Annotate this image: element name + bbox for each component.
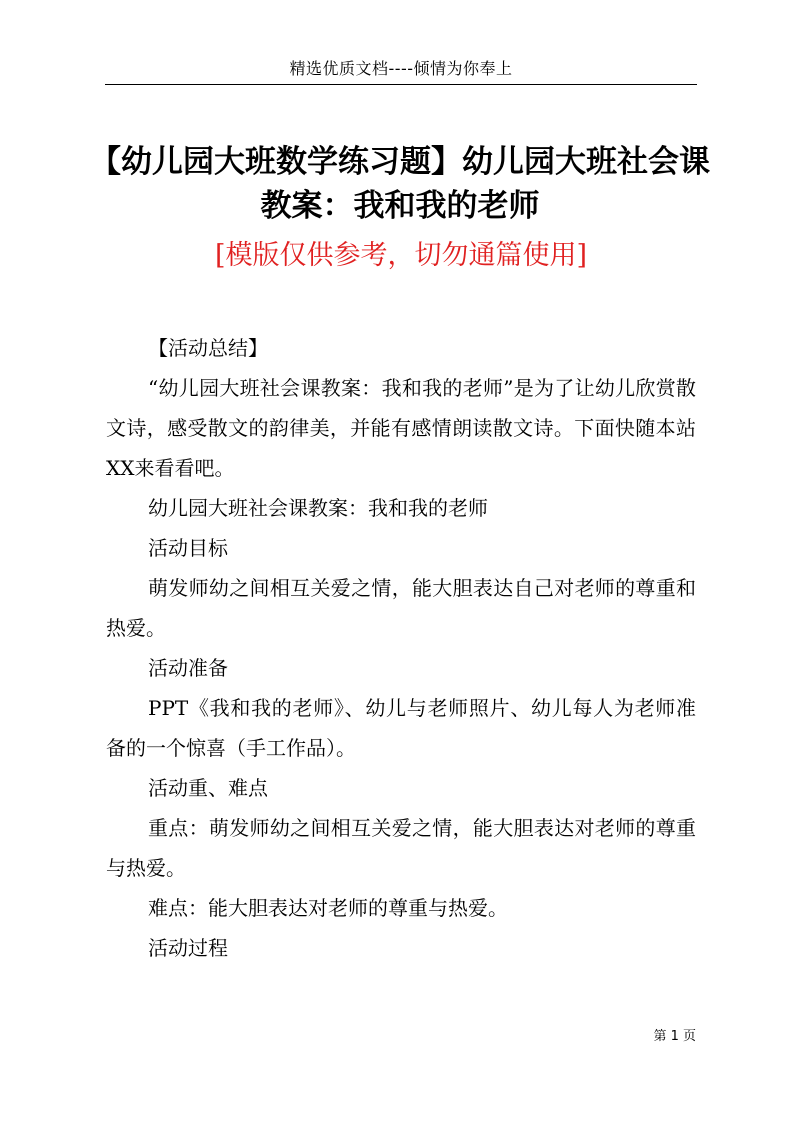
section-heading-preparation: 活动准备 xyxy=(148,656,228,680)
section-heading-key-points: 活动重、难点 xyxy=(148,776,268,800)
document-subtitle: [模版仅供参考，切勿通篇使用] xyxy=(214,240,588,271)
document-body xyxy=(106,328,696,968)
paragraph-key-point: 重点：萌发师幼之间相互关爱之情，能大胆表达对老师的尊重与热爱。 xyxy=(106,816,696,880)
paragraph-difficult-point: 难点：能大胆表达对老师的尊重与热爱。 xyxy=(148,896,508,920)
paragraph-intro: “幼儿园大班社会课教案：我和我的老师”是为了让幼儿欣赏散文诗，感受散文的韵律美，并能有感情朗读散文诗。下面快随本站XX来看看吧。 xyxy=(106,376,696,480)
section-heading-process: 活动过程 xyxy=(148,936,228,960)
section-heading-summary: 【活动总结】 xyxy=(148,336,268,360)
paragraph-goals: 萌发师幼之间相互关爱之情，能大胆表达自己对老师的尊重和热爱。 xyxy=(106,576,696,640)
header-divider xyxy=(105,84,697,85)
page-header: 精选优质文档----倾情为你奉上 xyxy=(289,59,513,78)
paragraph-lesson-title: 幼儿园大班社会课教案：我和我的老师 xyxy=(148,496,488,520)
paragraph-preparation: PPT《我和我的老师》、幼儿与老师照片、幼儿每人为老师准备的一个惊喜（手工作品）。 xyxy=(106,696,696,760)
page-number: 第 1 页 xyxy=(653,1029,696,1044)
document-title: 【幼儿园大班数学练习题】幼儿园大班社会课教案：我和我的老师 xyxy=(90,144,710,224)
section-heading-goals: 活动目标 xyxy=(148,536,228,560)
